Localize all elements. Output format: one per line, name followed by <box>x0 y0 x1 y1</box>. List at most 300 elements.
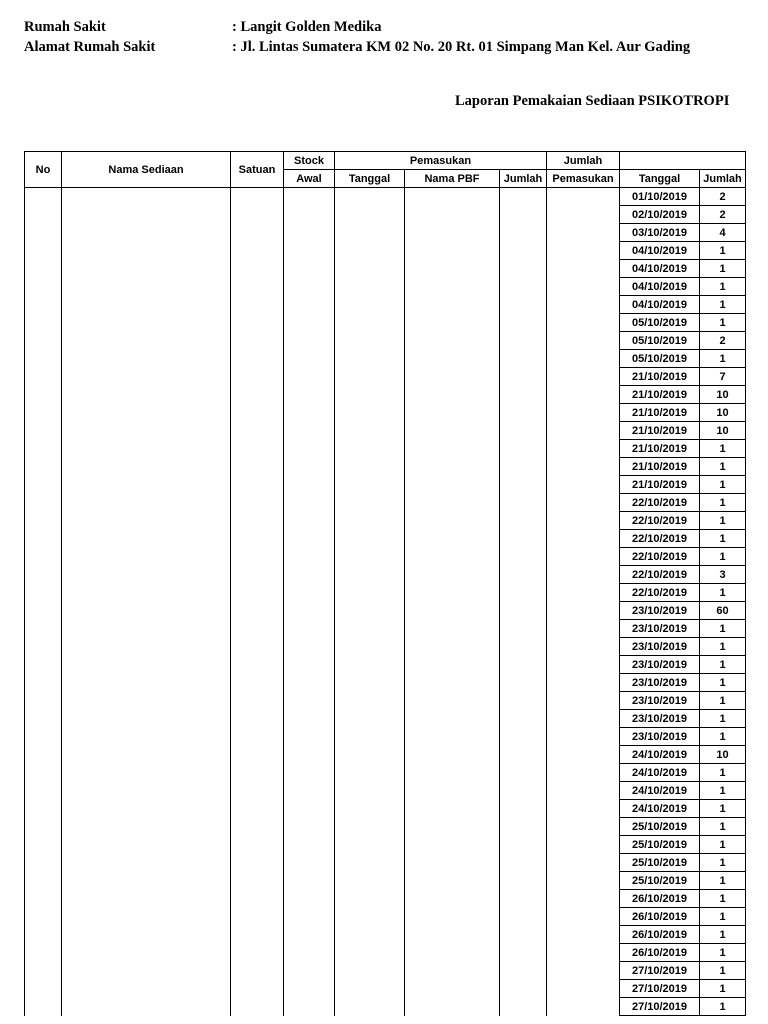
usage-date-cell: 22/10/2019 <box>620 584 700 602</box>
empty-cell <box>231 332 284 350</box>
usage-qty-cell: 1 <box>700 458 746 476</box>
table-row <box>25 350 746 368</box>
empty-cell <box>547 476 620 494</box>
empty-cell <box>284 638 335 656</box>
empty-cell <box>335 314 405 332</box>
empty-cell <box>284 296 335 314</box>
empty-cell <box>284 350 335 368</box>
usage-date-cell: 21/10/2019 <box>620 476 700 494</box>
usage-qty-cell: 1 <box>700 692 746 710</box>
empty-cell <box>500 296 547 314</box>
empty-cell <box>284 890 335 908</box>
empty-cell <box>25 746 62 764</box>
usage-date-cell: 23/10/2019 <box>620 602 700 620</box>
table-row <box>25 836 746 854</box>
table-row <box>25 674 746 692</box>
empty-cell <box>231 656 284 674</box>
empty-cell <box>405 800 500 818</box>
empty-cell <box>284 206 335 224</box>
empty-cell <box>62 800 231 818</box>
empty-cell <box>231 872 284 890</box>
empty-cell <box>335 908 405 926</box>
empty-cell <box>405 620 500 638</box>
empty-cell <box>335 872 405 890</box>
empty-cell <box>25 584 62 602</box>
usage-date-cell: 26/10/2019 <box>620 926 700 944</box>
empty-cell <box>25 998 62 1016</box>
empty-cell <box>25 692 62 710</box>
empty-cell <box>231 746 284 764</box>
empty-cell <box>231 854 284 872</box>
empty-cell <box>405 242 500 260</box>
empty-cell <box>231 296 284 314</box>
empty-cell <box>547 404 620 422</box>
usage-qty-cell: 1 <box>700 512 746 530</box>
usage-date-cell: 04/10/2019 <box>620 278 700 296</box>
empty-cell <box>547 242 620 260</box>
empty-cell <box>231 206 284 224</box>
empty-cell <box>62 530 231 548</box>
empty-cell <box>284 566 335 584</box>
table-row <box>25 818 746 836</box>
empty-cell <box>284 512 335 530</box>
col-header-jumlah-pemasukan: Pemasukan <box>547 170 620 188</box>
col-header-nama-sediaan: Nama Sediaan <box>62 152 231 188</box>
table-row <box>25 566 746 584</box>
empty-cell <box>25 854 62 872</box>
usage-date-cell: 22/10/2019 <box>620 530 700 548</box>
empty-cell <box>284 800 335 818</box>
usage-qty-cell: 1 <box>700 710 746 728</box>
empty-cell <box>62 674 231 692</box>
usage-date-cell: 21/10/2019 <box>620 422 700 440</box>
empty-cell <box>231 530 284 548</box>
empty-cell <box>284 386 335 404</box>
empty-cell <box>335 890 405 908</box>
empty-cell <box>500 512 547 530</box>
empty-cell <box>335 296 405 314</box>
table-row <box>25 494 746 512</box>
empty-cell <box>25 566 62 584</box>
empty-cell <box>284 962 335 980</box>
empty-cell <box>547 602 620 620</box>
empty-cell <box>284 278 335 296</box>
empty-cell <box>284 764 335 782</box>
empty-cell <box>335 710 405 728</box>
empty-cell <box>335 512 405 530</box>
table-row <box>25 890 746 908</box>
empty-cell <box>62 296 231 314</box>
empty-cell <box>25 386 62 404</box>
col-header-jumlah: Jumlah <box>500 170 547 188</box>
empty-cell <box>335 278 405 296</box>
empty-cell <box>62 692 231 710</box>
empty-cell <box>405 584 500 602</box>
empty-cell <box>25 278 62 296</box>
empty-cell <box>284 836 335 854</box>
empty-cell <box>405 602 500 620</box>
empty-cell <box>62 638 231 656</box>
empty-cell <box>547 782 620 800</box>
empty-cell <box>335 224 405 242</box>
empty-cell <box>335 998 405 1016</box>
empty-cell <box>335 440 405 458</box>
empty-cell <box>335 242 405 260</box>
empty-cell <box>231 638 284 656</box>
empty-cell <box>231 980 284 998</box>
empty-cell <box>335 728 405 746</box>
empty-cell <box>405 944 500 962</box>
empty-cell <box>62 368 231 386</box>
empty-cell <box>25 422 62 440</box>
usage-qty-cell: 7 <box>700 368 746 386</box>
table-row <box>25 944 746 962</box>
empty-cell <box>405 260 500 278</box>
empty-cell <box>500 530 547 548</box>
empty-cell <box>25 710 62 728</box>
empty-cell <box>231 962 284 980</box>
empty-cell <box>231 692 284 710</box>
empty-cell <box>62 890 231 908</box>
empty-cell <box>547 368 620 386</box>
usage-qty-cell: 1 <box>700 584 746 602</box>
usage-qty-cell: 1 <box>700 314 746 332</box>
usage-qty-cell: 1 <box>700 908 746 926</box>
empty-cell <box>62 872 231 890</box>
empty-cell <box>547 692 620 710</box>
usage-qty-cell: 1 <box>700 638 746 656</box>
empty-cell <box>231 188 284 206</box>
usage-date-cell: 02/10/2019 <box>620 206 700 224</box>
empty-cell <box>25 530 62 548</box>
empty-cell <box>25 926 62 944</box>
table-row <box>25 962 746 980</box>
empty-cell <box>231 512 284 530</box>
empty-cell <box>284 998 335 1016</box>
empty-cell <box>284 530 335 548</box>
empty-cell <box>62 620 231 638</box>
empty-cell <box>62 206 231 224</box>
table-row <box>25 314 746 332</box>
empty-cell <box>547 332 620 350</box>
usage-date-cell: 23/10/2019 <box>620 710 700 728</box>
empty-cell <box>405 998 500 1016</box>
empty-cell <box>500 206 547 224</box>
usage-qty-cell: 1 <box>700 926 746 944</box>
empty-cell <box>500 476 547 494</box>
empty-cell <box>62 440 231 458</box>
usage-date-cell: 26/10/2019 <box>620 890 700 908</box>
empty-cell <box>231 800 284 818</box>
empty-cell <box>335 656 405 674</box>
table-row <box>25 656 746 674</box>
empty-cell <box>500 566 547 584</box>
empty-cell <box>284 242 335 260</box>
usage-qty-cell: 2 <box>700 206 746 224</box>
empty-cell <box>405 386 500 404</box>
usage-qty-cell: 1 <box>700 980 746 998</box>
empty-cell <box>335 260 405 278</box>
empty-cell <box>25 242 62 260</box>
empty-cell <box>500 836 547 854</box>
col-header-awal: Awal <box>284 170 335 188</box>
empty-cell <box>335 980 405 998</box>
empty-cell <box>547 530 620 548</box>
empty-cell <box>231 836 284 854</box>
col-header-out-jumlah: Jumlah <box>700 170 746 188</box>
usage-date-cell: 05/10/2019 <box>620 314 700 332</box>
empty-cell <box>231 728 284 746</box>
empty-cell <box>405 692 500 710</box>
empty-cell <box>62 242 231 260</box>
empty-cell <box>231 782 284 800</box>
empty-cell <box>500 602 547 620</box>
empty-cell <box>405 512 500 530</box>
empty-cell <box>405 278 500 296</box>
usage-qty-cell: 1 <box>700 962 746 980</box>
usage-qty-cell: 10 <box>700 746 746 764</box>
hospital-label: Rumah Sakit <box>24 19 106 35</box>
empty-cell <box>284 926 335 944</box>
empty-cell <box>25 980 62 998</box>
empty-cell <box>231 494 284 512</box>
table-row <box>25 854 746 872</box>
table-row <box>25 728 746 746</box>
empty-cell <box>284 980 335 998</box>
empty-cell <box>335 422 405 440</box>
empty-cell <box>405 926 500 944</box>
empty-cell <box>25 332 62 350</box>
empty-cell <box>335 638 405 656</box>
empty-cell <box>405 674 500 692</box>
table-row <box>25 440 746 458</box>
usage-qty-cell: 3 <box>700 566 746 584</box>
empty-cell <box>405 494 500 512</box>
empty-cell <box>500 782 547 800</box>
empty-cell <box>25 944 62 962</box>
table-row <box>25 422 746 440</box>
table-row <box>25 188 746 206</box>
table-row <box>25 764 746 782</box>
empty-cell <box>62 512 231 530</box>
table-row <box>25 620 746 638</box>
empty-cell <box>62 926 231 944</box>
empty-cell <box>500 944 547 962</box>
header-row-1 <box>25 152 746 170</box>
usage-date-cell: 01/10/2019 <box>620 188 700 206</box>
empty-cell <box>62 260 231 278</box>
usage-qty-cell: 1 <box>700 782 746 800</box>
empty-cell <box>547 980 620 998</box>
empty-cell <box>62 386 231 404</box>
empty-cell <box>284 476 335 494</box>
empty-cell <box>62 908 231 926</box>
empty-cell <box>284 440 335 458</box>
usage-qty-cell: 1 <box>700 674 746 692</box>
empty-cell <box>284 188 335 206</box>
empty-cell <box>500 404 547 422</box>
empty-cell <box>284 494 335 512</box>
table-row <box>25 512 746 530</box>
table-row <box>25 638 746 656</box>
empty-cell <box>405 638 500 656</box>
empty-cell <box>284 458 335 476</box>
empty-cell <box>335 764 405 782</box>
col-header-pengeluaran-blank <box>620 152 746 170</box>
empty-cell <box>335 332 405 350</box>
empty-cell <box>500 854 547 872</box>
empty-cell <box>62 566 231 584</box>
hospital-name-row <box>24 19 381 36</box>
usage-qty-cell: 1 <box>700 548 746 566</box>
empty-cell <box>62 188 231 206</box>
empty-cell <box>231 440 284 458</box>
empty-cell <box>25 674 62 692</box>
empty-cell <box>500 314 547 332</box>
empty-cell <box>62 458 231 476</box>
empty-cell <box>547 872 620 890</box>
empty-cell <box>62 404 231 422</box>
empty-cell <box>547 512 620 530</box>
empty-cell <box>335 404 405 422</box>
usage-qty-cell: 1 <box>700 440 746 458</box>
empty-cell <box>25 818 62 836</box>
empty-cell <box>500 368 547 386</box>
empty-cell <box>284 782 335 800</box>
empty-cell <box>62 998 231 1016</box>
empty-cell <box>231 224 284 242</box>
empty-cell <box>335 746 405 764</box>
usage-qty-cell: 1 <box>700 836 746 854</box>
empty-cell <box>405 872 500 890</box>
empty-cell <box>500 710 547 728</box>
table-row <box>25 260 746 278</box>
usage-qty-cell: 1 <box>700 890 746 908</box>
empty-cell <box>335 620 405 638</box>
empty-cell <box>547 638 620 656</box>
usage-date-cell: 21/10/2019 <box>620 404 700 422</box>
empty-cell <box>284 656 335 674</box>
empty-cell <box>335 800 405 818</box>
empty-cell <box>62 476 231 494</box>
empty-cell <box>284 314 335 332</box>
empty-cell <box>500 872 547 890</box>
empty-cell <box>500 188 547 206</box>
empty-cell <box>405 404 500 422</box>
usage-date-cell: 22/10/2019 <box>620 566 700 584</box>
empty-cell <box>284 818 335 836</box>
table-row <box>25 404 746 422</box>
empty-cell <box>547 710 620 728</box>
usage-qty-cell: 1 <box>700 818 746 836</box>
empty-cell <box>547 656 620 674</box>
empty-cell <box>231 566 284 584</box>
hospital-address-row <box>24 39 690 56</box>
empty-cell <box>547 548 620 566</box>
usage-date-cell: 22/10/2019 <box>620 512 700 530</box>
empty-cell <box>335 836 405 854</box>
empty-cell <box>231 674 284 692</box>
table-row <box>25 548 746 566</box>
table-row <box>25 584 746 602</box>
table-row <box>25 386 746 404</box>
empty-cell <box>547 386 620 404</box>
empty-cell <box>25 404 62 422</box>
empty-cell <box>25 764 62 782</box>
empty-cell <box>405 422 500 440</box>
usage-date-cell: 23/10/2019 <box>620 674 700 692</box>
empty-cell <box>547 224 620 242</box>
empty-cell <box>231 386 284 404</box>
empty-cell <box>25 602 62 620</box>
empty-cell <box>405 962 500 980</box>
empty-cell <box>547 188 620 206</box>
empty-cell <box>231 242 284 260</box>
table-row <box>25 692 746 710</box>
empty-cell <box>62 422 231 440</box>
empty-cell <box>335 476 405 494</box>
col-header-jumlah-top: Jumlah <box>547 152 620 170</box>
empty-cell <box>405 368 500 386</box>
usage-date-cell: 04/10/2019 <box>620 260 700 278</box>
empty-cell <box>231 278 284 296</box>
empty-cell <box>25 908 62 926</box>
usage-date-cell: 24/10/2019 <box>620 764 700 782</box>
empty-cell <box>335 458 405 476</box>
empty-cell <box>547 836 620 854</box>
empty-cell <box>405 350 500 368</box>
empty-cell <box>335 692 405 710</box>
empty-cell <box>62 746 231 764</box>
empty-cell <box>500 458 547 476</box>
usage-qty-cell: 1 <box>700 944 746 962</box>
empty-cell <box>231 710 284 728</box>
empty-cell <box>62 818 231 836</box>
empty-cell <box>284 944 335 962</box>
empty-cell <box>500 962 547 980</box>
empty-cell <box>547 854 620 872</box>
empty-cell <box>25 440 62 458</box>
usage-date-cell: 23/10/2019 <box>620 638 700 656</box>
empty-cell <box>335 188 405 206</box>
table-row <box>25 296 746 314</box>
usage-qty-cell: 10 <box>700 422 746 440</box>
empty-cell <box>500 332 547 350</box>
address-label: Alamat Rumah Sakit <box>24 39 156 55</box>
empty-cell <box>405 782 500 800</box>
empty-cell <box>500 908 547 926</box>
usage-qty-cell: 1 <box>700 872 746 890</box>
usage-qty-cell: 1 <box>700 296 746 314</box>
empty-cell <box>500 656 547 674</box>
empty-cell <box>25 296 62 314</box>
empty-cell <box>335 206 405 224</box>
empty-cell <box>500 494 547 512</box>
empty-cell <box>335 566 405 584</box>
empty-cell <box>231 926 284 944</box>
usage-date-cell: 05/10/2019 <box>620 350 700 368</box>
empty-cell <box>25 800 62 818</box>
empty-cell <box>335 926 405 944</box>
empty-cell <box>62 656 231 674</box>
empty-cell <box>500 890 547 908</box>
empty-cell <box>405 224 500 242</box>
empty-cell <box>547 944 620 962</box>
empty-cell <box>547 566 620 584</box>
empty-cell <box>405 890 500 908</box>
usage-qty-cell: 4 <box>700 224 746 242</box>
empty-cell <box>62 314 231 332</box>
